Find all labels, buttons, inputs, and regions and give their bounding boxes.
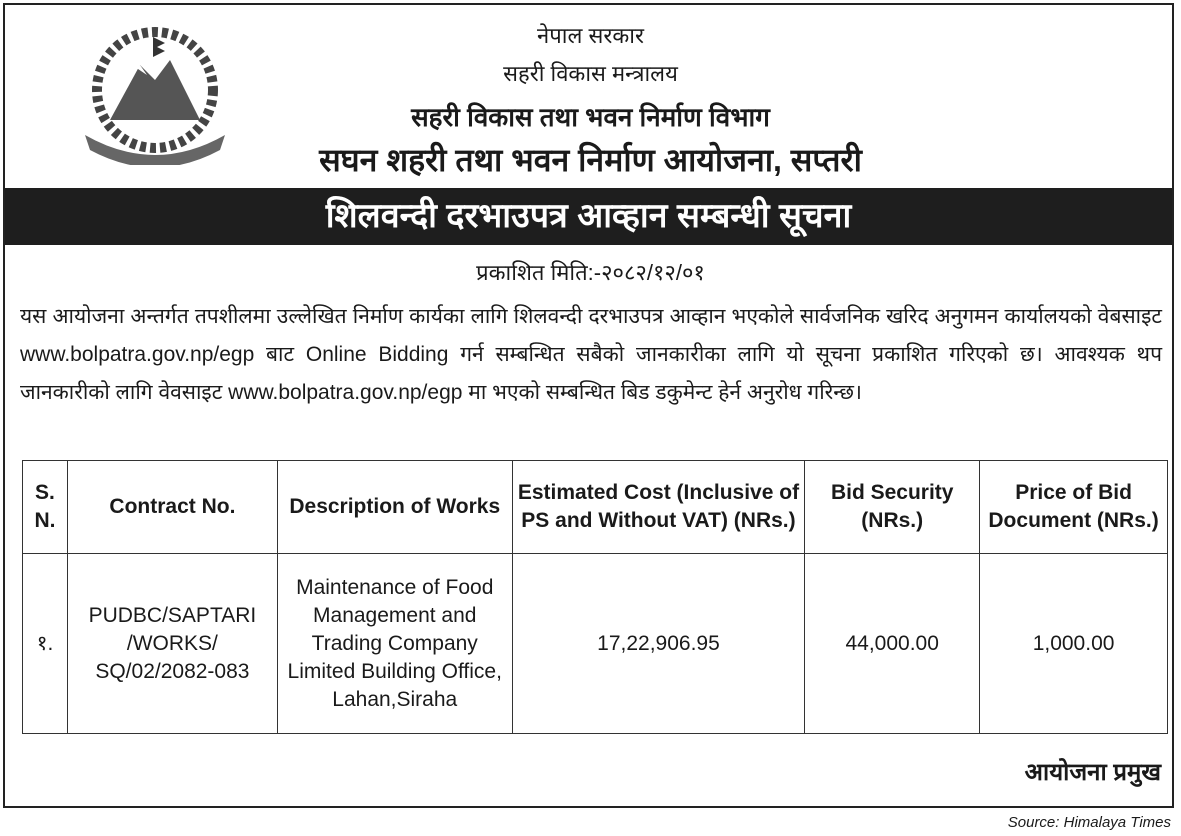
table-row xyxy=(23,554,1168,734)
header-sn: S. N. xyxy=(23,461,68,554)
signature-title: आयोजना प्रमुख xyxy=(1024,759,1161,786)
cell-sn: १. xyxy=(23,554,68,734)
header-bid-doc-price: Price of Bid Document (NRs.) xyxy=(980,461,1168,554)
header-contract-no: Contract No. xyxy=(67,461,277,554)
header-line-2: सहरी विकास मन्त्रालय xyxy=(503,61,678,86)
publish-date: प्रकाशित मिति:-२०८२/१२/०१ xyxy=(476,260,705,285)
header-estimated-cost: Estimated Cost (Inclusive of PS and Without VAT) (NRs.) xyxy=(512,461,805,554)
cell-bid-doc-price: 1,000.00 xyxy=(980,554,1168,734)
header-line-4: सघन शहरी तथा भवन निर्माण आयोजना, सप्तरी xyxy=(319,142,862,178)
table-header-row xyxy=(23,461,1168,554)
cell-contract-no: PUDBC/SAPTARI /WORKS/ SQ/02/2082-083 xyxy=(67,554,277,734)
cell-bid-security: 44,000.00 xyxy=(805,554,980,734)
cell-description: Maintenance of Food Management and Trading Company Limited Building Office, Lahan,Siraha xyxy=(277,554,512,734)
notice-paragraph: यस आयोजना अन्तर्गत तपशीलमा उल्लेखित निर्माण कार्यका लागि शिलवन्दी दरभाउपत्र आव्हान भएकोले सार्वजनिक खरिद अनुगमन कार्यालयको वेबसाइट www.bolpatra.gov.np/egp बाट Online Bidding गर्न सम्बन्धित सबैको जानकारीका लागि यो सूचना प्रकाशित गरिएको छ। आवश्यक थप जानकारीको लागि वेवसाइट www.bolpatra.gov.np/egp मा भएको सम्बन्धित बिड डकुमेन्ट हेर्न अनुरोध गरिन्छ। xyxy=(20,305,1162,404)
source-credit: Source: Himalaya Times xyxy=(1007,814,1171,831)
header-description: Description of Works xyxy=(277,461,512,554)
notice-title: शिलवन्दी दरभाउपत्र आव्हान सम्बन्धी सूचना xyxy=(5,188,1172,245)
contract-table xyxy=(22,460,1168,734)
header-line-3: सहरी विकास तथा भवन निर्माण विभाग xyxy=(411,102,770,132)
header-line-1: नेपाल सरकार xyxy=(537,23,644,48)
cell-estimated-cost: 17,22,906.95 xyxy=(512,554,805,734)
header-bid-security: Bid Security (NRs.) xyxy=(805,461,980,554)
